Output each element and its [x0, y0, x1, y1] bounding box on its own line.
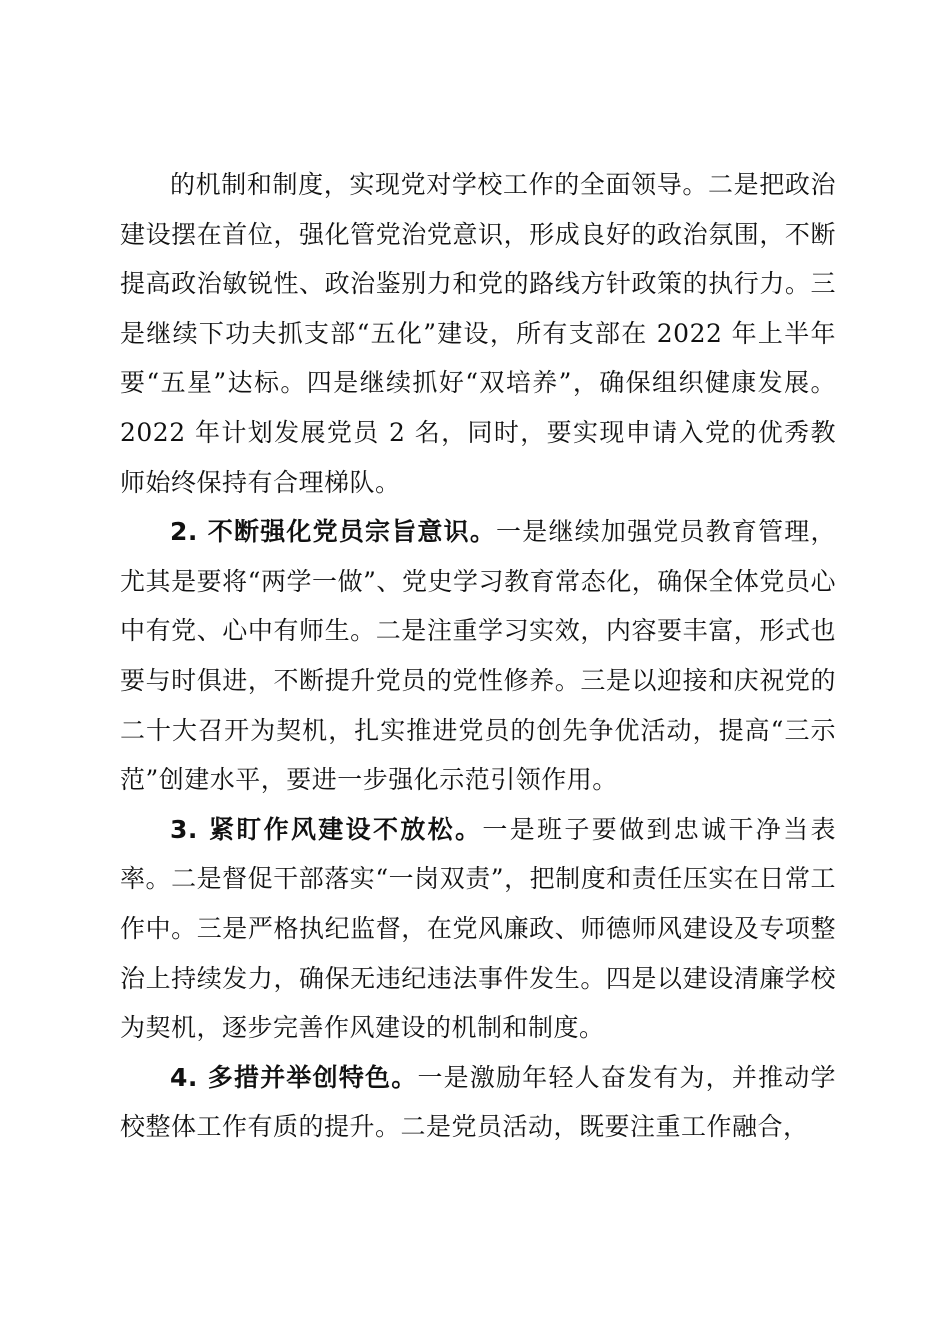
- paragraph-heading: 2. 不断强化党员宗旨意识。: [170, 517, 497, 547]
- paragraph-heading: 3. 紧盯作风建设不放松。: [170, 814, 483, 844]
- paragraph-text: 一是激励年轻人奋发有为，并推动学校整体工作有质的提升。二是党员活动，既要注重工作融合，: [120, 1062, 836, 1142]
- document-body: [120, 160, 836, 1152]
- paragraph-4: [120, 1053, 836, 1152]
- paragraph-heading: 4. 多措并举创特色。: [170, 1062, 418, 1092]
- paragraph-2: [120, 507, 836, 805]
- paragraph-text: 一是班子要做到忠诚干净当表率。二是督促干部落实“一岗双责”，把制度和责任压实在日常工作中。三是严格执纪监督，在党风廉政、师德师风建设及专项整治上持续发力，确保无违纪违法事件发生。四是以建设清廉学校为契机，逐步完善作风建设的机制和制度。: [120, 814, 836, 1043]
- paragraph-text: 一是继续加强党员教育管理，尤其是要将“两学一做”、党史学习教育常态化，确保全体党员心中有党、心中有师生。二是注重学习实效，内容要丰富，形式也要与时俱进，不断提升党员的党性修养。三是以迎接和庆祝党的二十大召开为契机，扎实推进党员的创先争优活动，提高“三示范”创建水平，要进一步强化示范引领作用。: [120, 517, 836, 795]
- paragraph-text: 的机制和制度，实现党对学校工作的全面领导。二是把政治建设摆在首位，强化管党治党意识，形成良好的政治氛围，不断提高政治敏锐性、政治鉴别力和党的路线方针政策的执行力。三是继续下功夫抓支部“五化”建设，所有支部在 2022 年上半年要“五星”达标。四是继续抓好“双培养”，确保组织健康发展。2022 年计划发展党员 2 名，同时，要实现申请入党的优秀教师始终保持有合理梯队。: [120, 170, 836, 497]
- paragraph-3: [120, 805, 836, 1053]
- paragraph-1: [120, 160, 836, 507]
